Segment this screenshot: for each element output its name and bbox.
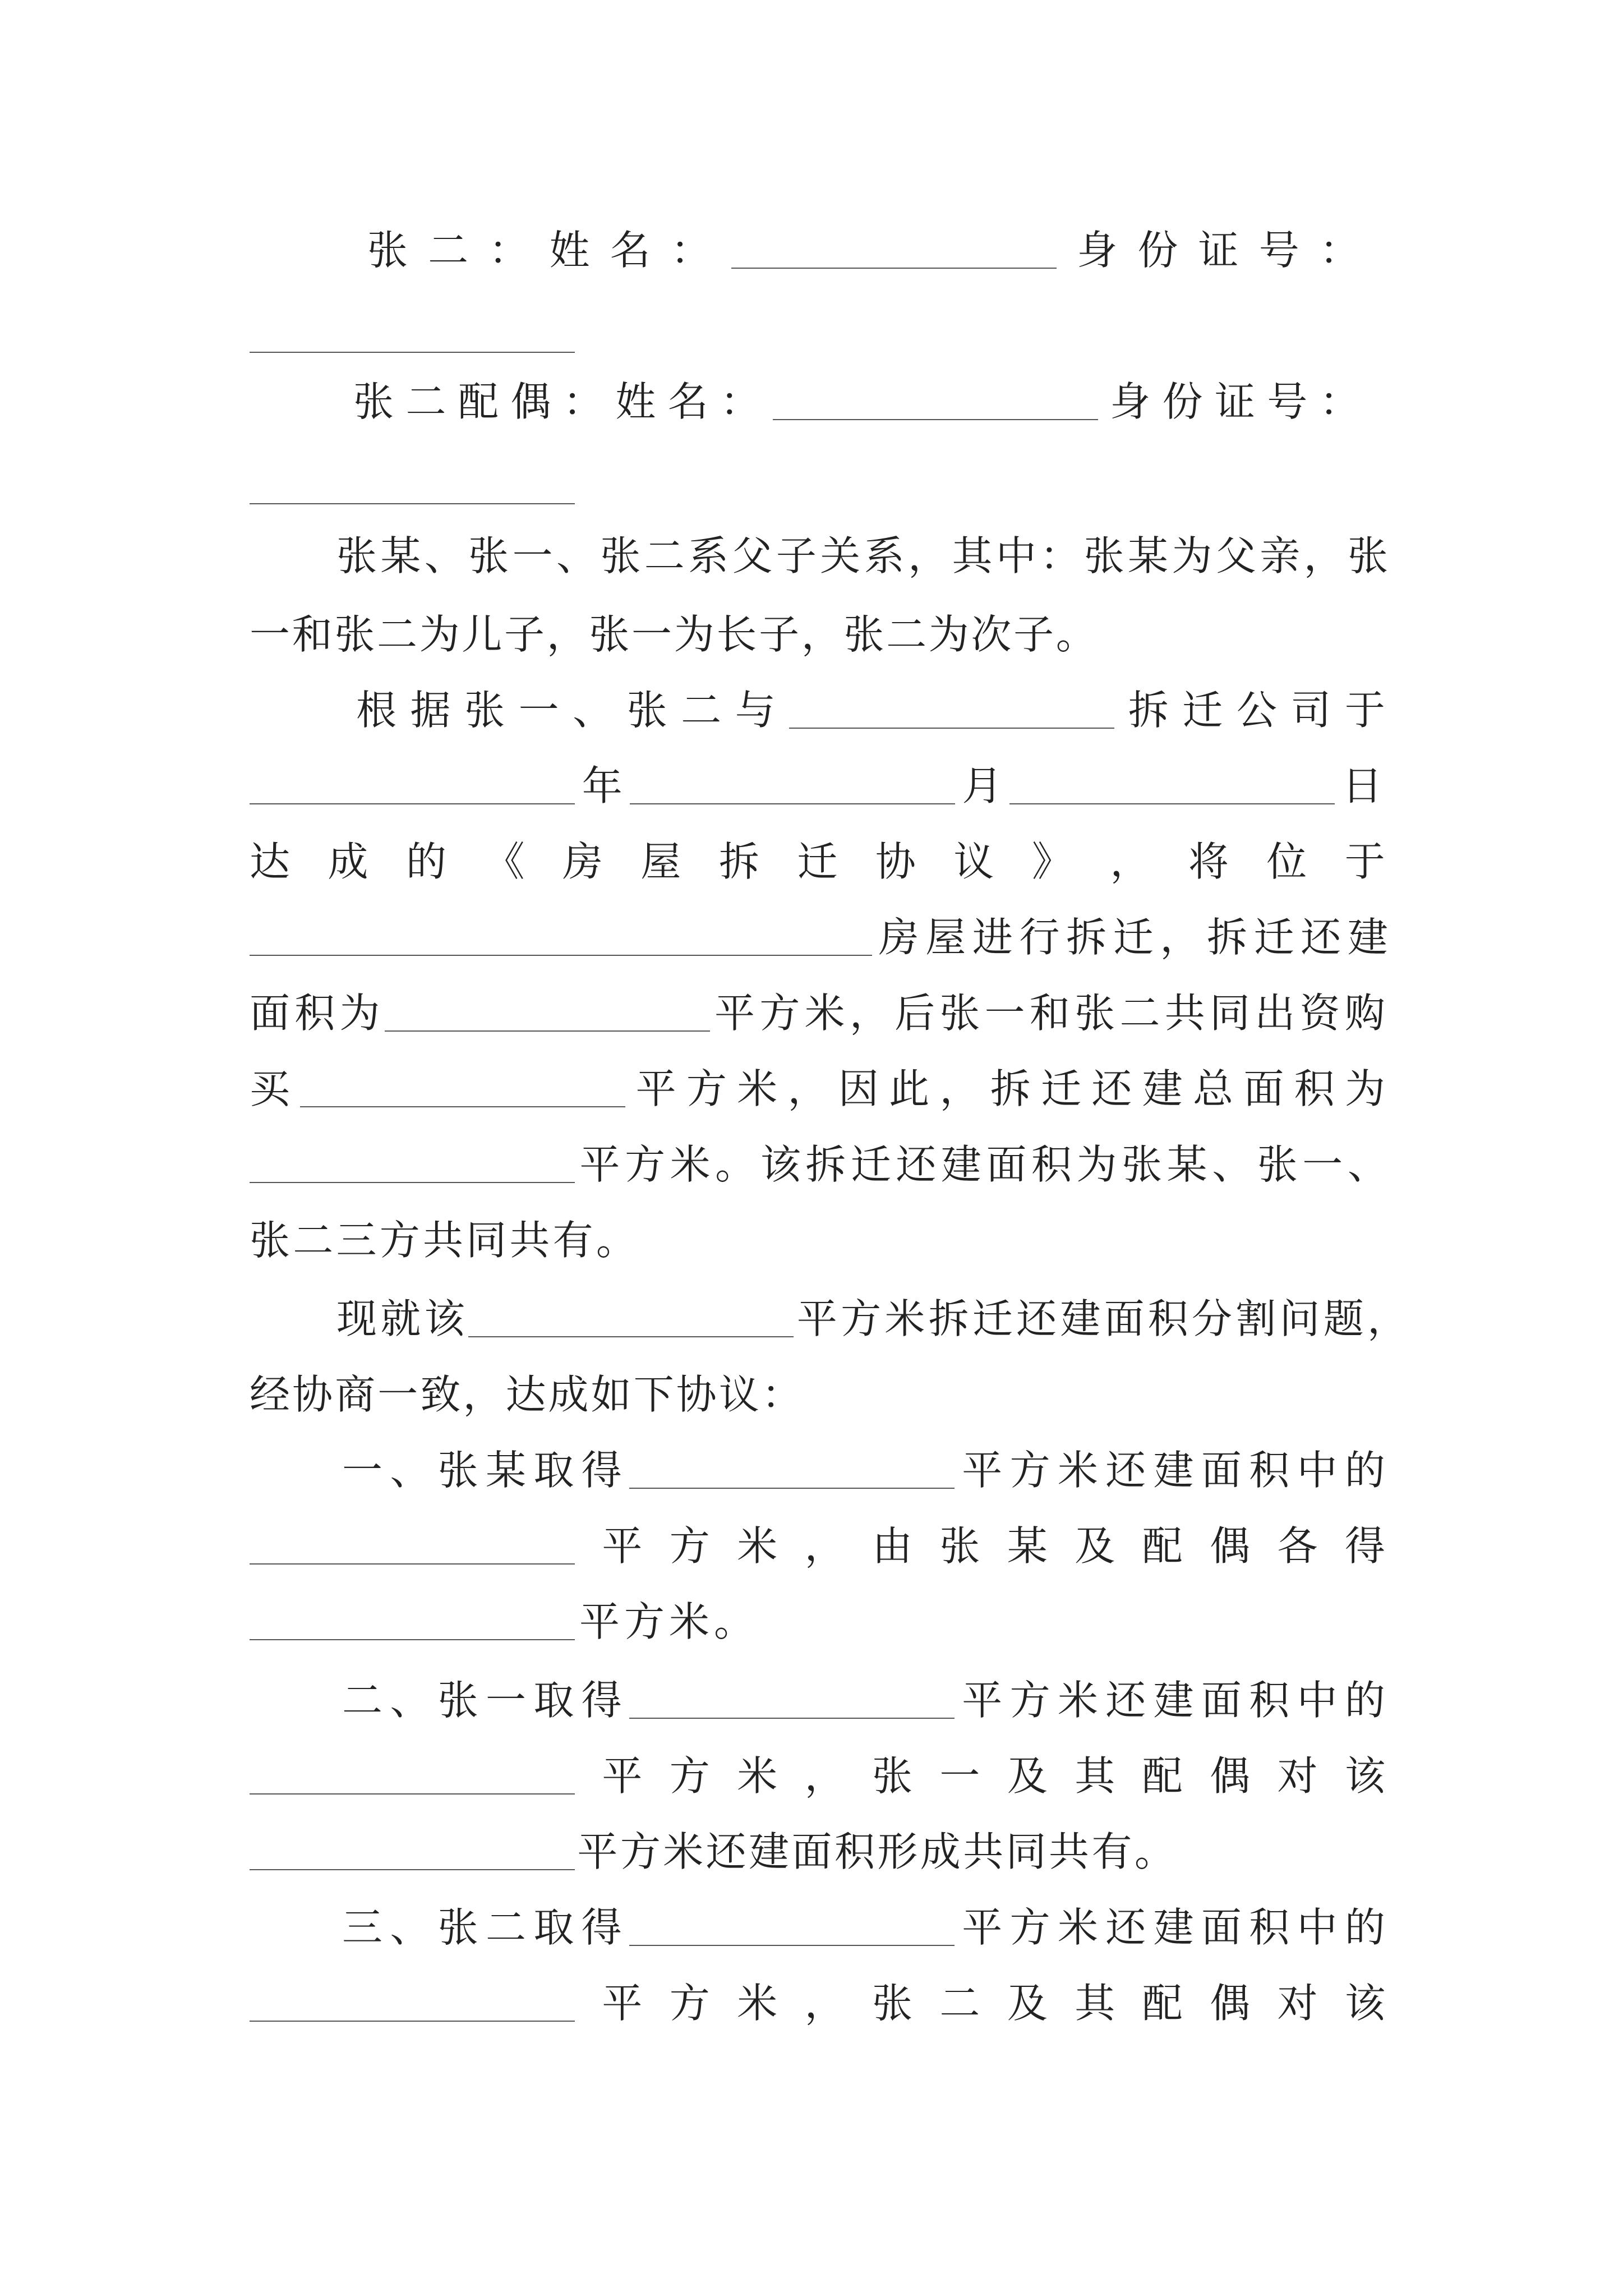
- fill-blank: [629, 1675, 955, 1719]
- fill-blank: [250, 1139, 575, 1183]
- text-line: 买 平 方 米 ， 因 此 ， 拆 迁 还 建 总 面 积 为: [250, 1046, 1385, 1125]
- text-line: 张 二 配 偶 ： 姓 名 ： 身 份 证 号 ：: [353, 359, 1360, 438]
- fill-blank: [250, 1751, 575, 1795]
- fill-blank: [250, 912, 872, 956]
- fill-blank: [250, 1596, 575, 1640]
- fill-blank: [629, 1445, 955, 1489]
- fill-blank: [250, 1826, 575, 1870]
- text-line: 平 方 米 ， 由 张 某 及 配 偶 各 得: [250, 1503, 1385, 1582]
- fill-blank: [300, 1064, 625, 1107]
- fill-blank: [731, 225, 1057, 269]
- fill-blank: [250, 1978, 575, 2022]
- fill-blank: [773, 376, 1098, 420]
- text-line: 面 积 为 平 方 米 ， 后 张 一 和 张 二 共 同 出 资 购: [250, 970, 1385, 1049]
- fill-blank: [385, 988, 710, 1032]
- text-line: 平 方 米 。 该 拆 迁 还 建 面 积 为 张 某 、 张 一 、: [250, 1122, 1388, 1200]
- text-line: 三 、 张 二 取 得 平 方 米 还 建 面 积 中 的: [342, 1885, 1385, 1963]
- text-line: 一 和 张 二 为 儿 子 ， 张 一 为 长 子 ， 张 二 为 次 子 。: [250, 611, 1096, 658]
- text-line: 一 、 张 某 取 得 平 方 米 还 建 面 积 中 的: [342, 1428, 1385, 1506]
- fill-blank: [629, 1902, 955, 1946]
- text-line: 二 、 张 一 取 得 平 方 米 还 建 面 积 中 的: [342, 1658, 1385, 1736]
- text-line: 年 月 日: [250, 743, 1382, 822]
- text-line: 平 方 米 。: [250, 1579, 754, 1658]
- text-line: 达 成 的 《 房 屋 拆 迁 协 议 》 ， 将 位 于: [250, 838, 1385, 885]
- text-line: 张 某 、 张 一 、 张 二 系 父 子 关 系 ， 其 中 ： 张 某 为 父 亲 ， 张: [336, 532, 1388, 579]
- text-line: 平 方 米 ， 张 一 及 其 配 偶 对 该: [250, 1733, 1385, 1812]
- text-line: 平 方 米 ， 张 二 及 其 配 偶 对 该: [250, 1961, 1385, 2039]
- fill-blank: [250, 761, 575, 804]
- fill-blank: [789, 685, 1114, 729]
- text-line: [250, 292, 1388, 370]
- fill-blank: [250, 309, 575, 353]
- fill-blank: [250, 1521, 575, 1565]
- text-line: 根 据 张 一 、 张 二 与 拆 迁 公 司 于: [356, 668, 1385, 746]
- text-line: 现 就 该 平 方 米 拆 迁 还 建 面 积 分 割 问 题 ，: [336, 1276, 1408, 1355]
- fill-blank: [1009, 761, 1335, 804]
- fill-blank: [250, 461, 575, 504]
- text-line: 平 方 米 还 建 面 积 形 成 共 同 共 有 。: [250, 1809, 1175, 1888]
- fill-blank: [468, 1294, 794, 1337]
- text-line: 房 屋 进 行 拆 迁 ， 拆 迁 还 建: [250, 895, 1388, 973]
- text-line: [250, 443, 1388, 522]
- text-line: 张 二 三 方 共 同 共 有 。: [250, 1217, 637, 1264]
- text-line: 经 协 商 一 致 ， 达 成 如 下 协 议 ：: [250, 1371, 802, 1418]
- fill-blank: [630, 761, 955, 804]
- text-line: 张 二 ： 姓 名 ： 身 份 证 号 ：: [367, 208, 1360, 286]
